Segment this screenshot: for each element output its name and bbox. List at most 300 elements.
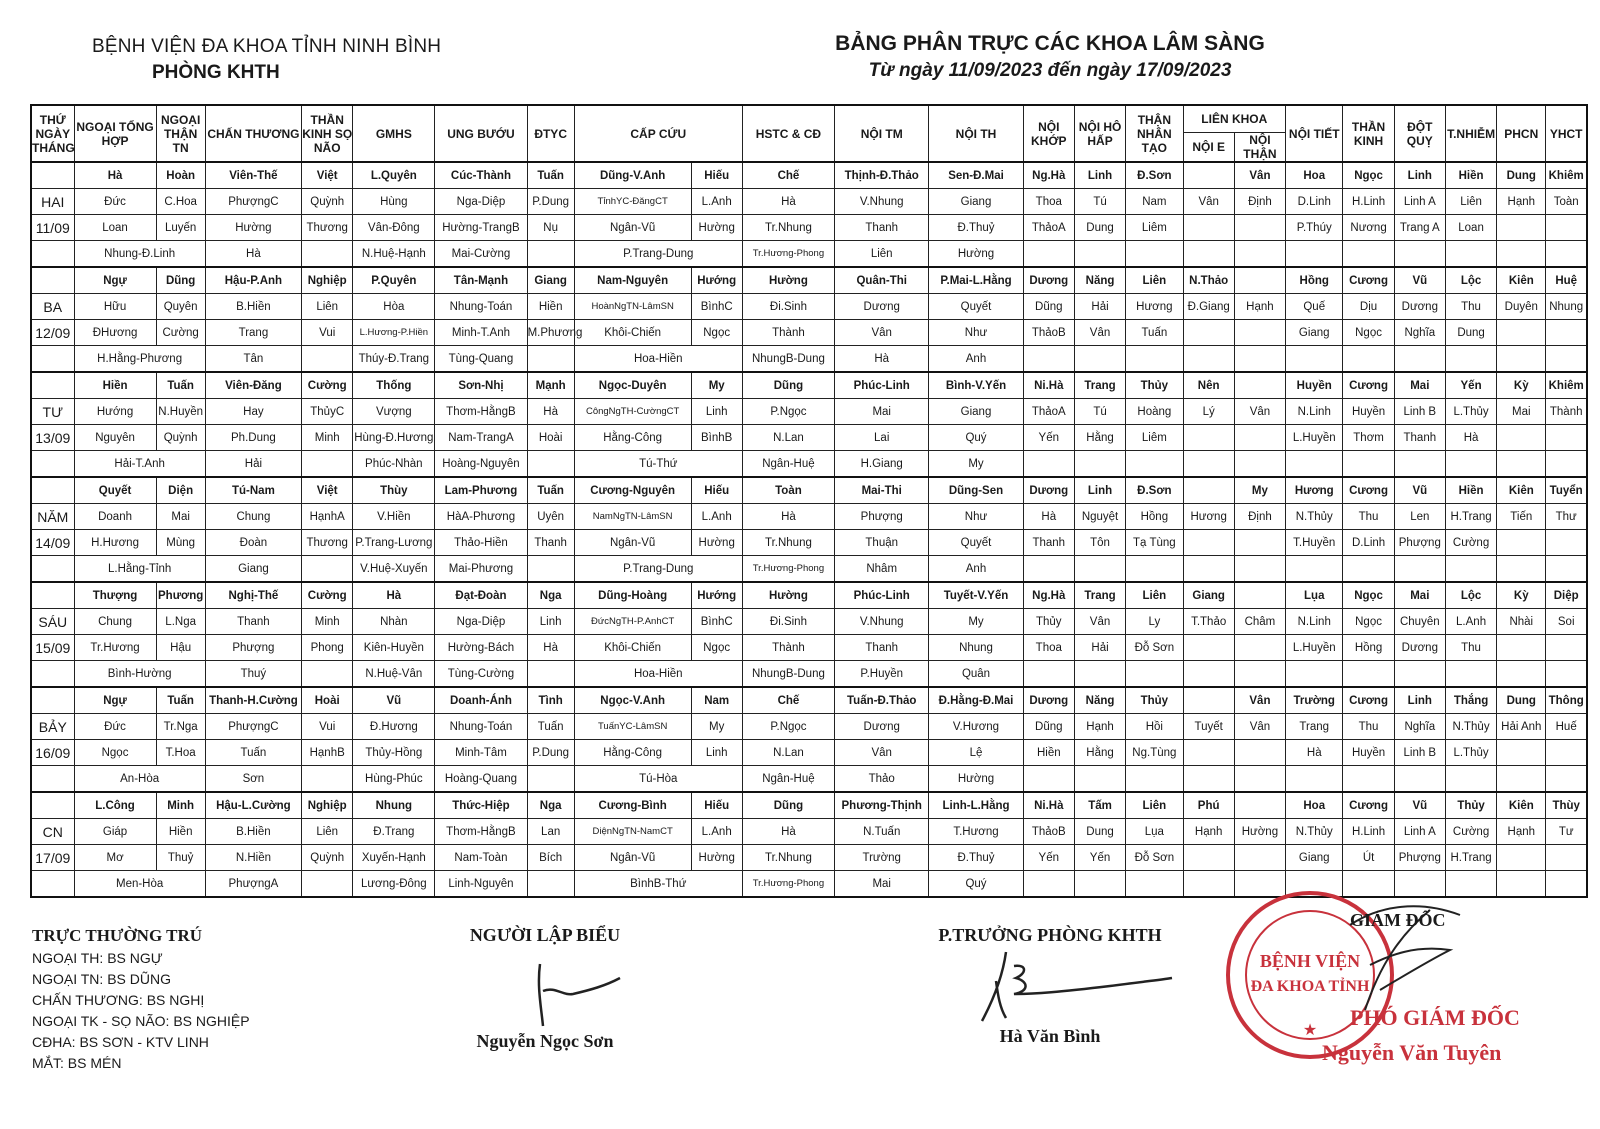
shift-cell: Cương (1343, 792, 1394, 819)
shift-cell: Liên (302, 819, 353, 845)
shift-cell: Mai (156, 504, 205, 530)
shift-cell: Thư (1546, 504, 1587, 530)
shift-cell (1497, 425, 1546, 451)
shift-cell: Huế (1546, 714, 1587, 740)
shift-cell: Thơm-HằngB (435, 399, 527, 425)
shift-cell (1445, 871, 1496, 898)
col-header-noi-khop: NỘI KHỚP (1023, 105, 1074, 162)
shift-cell: Linh A (1394, 819, 1445, 845)
shift-cell: Vân (1234, 714, 1285, 740)
shift-cell: Tuấn (205, 740, 301, 766)
shift-cell: Ly (1126, 609, 1183, 635)
shift-cell: Tuyển (1546, 477, 1587, 504)
shift-cell: Vũ (1394, 792, 1445, 819)
shift-cell: D.Linh (1286, 189, 1343, 215)
shift-cell (302, 241, 353, 268)
shift-cell: Thuận (835, 530, 929, 556)
shift-cell: Nhung-Toán (435, 294, 527, 320)
shift-cell: Ngân-Vũ (574, 530, 691, 556)
shift-cell: Nhung (353, 792, 435, 819)
shift-cell: Đ.Thuỷ (929, 215, 1023, 241)
shift-cell: Đức (74, 714, 156, 740)
shift-cell (1183, 556, 1234, 583)
col-header-noi-tm: NỘI TM (835, 105, 929, 162)
shift-cell: BìnhC (691, 609, 742, 635)
shift-cell: Hậu-L.Cường (205, 792, 301, 819)
shift-cell (1497, 530, 1546, 556)
shift-cell (1234, 267, 1285, 294)
shift-cell: N.Thủy (1286, 819, 1343, 845)
shift-cell (1546, 766, 1587, 793)
shift-cell: Cương-Bình (574, 792, 691, 819)
shift-cell: Ngự (74, 687, 156, 714)
shift-cell (1394, 871, 1445, 898)
shift-cell: Liên (1126, 582, 1183, 609)
shift-cell (1546, 320, 1587, 346)
shift-cell: Ngọc (1343, 162, 1394, 189)
shift-cell: Việt (302, 162, 353, 189)
shift-cell: Hà (742, 819, 834, 845)
schedule-row (31, 819, 1587, 845)
shift-cell (302, 871, 353, 898)
director-role: GIÁM ĐỐC (1350, 910, 1446, 930)
shift-cell: Tr.Hương-Phong (742, 241, 834, 268)
col-header-day: THỨ NGÀY THÁNG (31, 105, 74, 162)
shift-cell (1126, 451, 1183, 478)
shift-cell: NamNgTN-LâmSN (574, 504, 691, 530)
shift-cell: Thoa (1023, 189, 1074, 215)
shift-cell: Hiền (1445, 162, 1496, 189)
shift-cell: Đ.Hằng-Đ.Mai (929, 687, 1023, 714)
shift-cell: Năng (1074, 687, 1125, 714)
shift-cell: ThảoB (1023, 819, 1074, 845)
shift-cell: Hoa-Hiền (574, 346, 742, 373)
shift-cell (1126, 346, 1183, 373)
shift-cell: Dương (835, 714, 929, 740)
shift-cell: Tú-Nam (205, 477, 301, 504)
shift-cell: Tuấn (527, 477, 574, 504)
shift-cell: Phượng (205, 635, 301, 661)
shift-cell: Minh-T.Anh (435, 320, 527, 346)
shift-cell: Tuấn (1126, 320, 1183, 346)
shift-cell: Đ.Giang (1183, 294, 1234, 320)
shift-cell (1546, 635, 1587, 661)
shift-cell: Dương (1394, 294, 1445, 320)
day-name: BẢY (31, 714, 74, 740)
schedule-row (31, 267, 1587, 294)
shift-cell: Phúc-Nhàn (353, 451, 435, 478)
shift-cell: Hạnh (1497, 819, 1546, 845)
shift-cell: Hà (527, 399, 574, 425)
shift-cell: Yến (1445, 372, 1496, 399)
shift-cell: Vũ (1394, 267, 1445, 294)
shift-cell: C.Hoa (156, 189, 205, 215)
shift-cell: Hồng (1286, 267, 1343, 294)
shift-cell: Tr.Hương-Phong (742, 556, 834, 583)
shift-cell: Hà (742, 189, 834, 215)
shift-cell: Dương (1023, 477, 1074, 504)
shift-cell (1445, 661, 1496, 688)
on-call-title: TRỰC THƯỜNG TRÚ (32, 926, 203, 945)
shift-cell: Hường (929, 241, 1023, 268)
shift-cell (302, 766, 353, 793)
shift-cell (1023, 871, 1074, 898)
footer (30, 910, 1588, 1125)
shift-cell (1234, 556, 1285, 583)
shift-cell: Diện (156, 477, 205, 504)
shift-cell: Dung (1074, 819, 1125, 845)
shift-cell: Quyết (929, 530, 1023, 556)
shift-cell: Tư (1546, 819, 1587, 845)
vice-director-role: PHÓ GIÁM ĐỐC (1350, 1005, 1520, 1030)
day-cell (31, 871, 74, 898)
shift-cell: Phúc-Linh (835, 372, 929, 399)
shift-cell: Tú-Thứ (574, 451, 742, 478)
schedule-row (31, 451, 1587, 478)
shift-cell: Hường (929, 766, 1023, 793)
shift-cell: Thượng (74, 582, 156, 609)
shift-cell (1183, 740, 1234, 766)
shift-cell: Như (929, 320, 1023, 346)
shift-cell: My (929, 609, 1023, 635)
shift-cell: Loan (1445, 215, 1496, 241)
shift-cell: Thức-Hiệp (435, 792, 527, 819)
shift-cell: Soi (1546, 609, 1587, 635)
shift-cell: Thành (742, 320, 834, 346)
shift-cell: Tuấn (156, 687, 205, 714)
shift-cell: N.Lan (742, 425, 834, 451)
shift-cell (1343, 661, 1394, 688)
shift-cell (1546, 845, 1587, 871)
col-header-noi-ho-hap: NỘI HÔ HẤP (1074, 105, 1125, 162)
day-cell (31, 582, 74, 609)
shift-cell (1234, 530, 1285, 556)
shift-cell: Anh (929, 346, 1023, 373)
shift-cell: Thảo-Hiền (435, 530, 527, 556)
shift-cell: D.Linh (1343, 530, 1394, 556)
shift-cell: Doanh (74, 504, 156, 530)
shift-cell: Mai-Thi (835, 477, 929, 504)
shift-cell: Linh A (1394, 189, 1445, 215)
shift-cell: Quỳnh (302, 845, 353, 871)
shift-cell: Hùng-Phúc (353, 766, 435, 793)
shift-cell (1546, 451, 1587, 478)
shift-cell: Hoàng-Nguyên (435, 451, 527, 478)
shift-cell: Dương (1023, 687, 1074, 714)
shift-cell: Hà (742, 504, 834, 530)
shift-cell: Kiên-Huyền (353, 635, 435, 661)
shift-cell: Thủy (1023, 609, 1074, 635)
shift-cell: Kỳ (1497, 372, 1546, 399)
shift-cell: Vân (1234, 162, 1285, 189)
preparer-signature (445, 946, 645, 1031)
deputy-head-role: P.TRƯỞNG PHÒNG KHTH (938, 925, 1162, 945)
shift-cell: Vũ (353, 687, 435, 714)
shift-cell: Ni.Hà (1023, 792, 1074, 819)
shift-cell: Tr.Nhung (742, 845, 834, 871)
shift-cell: An-Hòa (74, 766, 205, 793)
shift-cell: Giang (1286, 845, 1343, 871)
shift-cell: Loan (74, 215, 156, 241)
shift-cell: Hằng (1074, 425, 1125, 451)
col-header-dtyc: ĐTYC (527, 105, 574, 162)
col-header-dot-quy: ĐỘT QUỴ (1394, 105, 1445, 162)
shift-cell: Cường (1445, 819, 1496, 845)
shift-cell: Thùy (353, 477, 435, 504)
shift-cell: Linh (691, 740, 742, 766)
shift-cell: Mai (835, 399, 929, 425)
shift-cell: Nhung-Toán (435, 714, 527, 740)
shift-cell (1234, 372, 1285, 399)
shift-cell (1126, 871, 1183, 898)
col-header-than-nhan-tao: THẬN NHÂN TẠO (1126, 105, 1183, 162)
shift-cell: Đ.Thuỷ (929, 845, 1023, 871)
day-date: 12/09 (31, 320, 74, 346)
shift-cell (1546, 871, 1587, 898)
schedule-row (31, 792, 1587, 819)
shift-cell: Hường-TrangB (435, 215, 527, 241)
shift-cell: Hồi (1126, 714, 1183, 740)
col-header-noi-tiet: NỘI TIẾT (1286, 105, 1343, 162)
col-header-t-nhiem: T.NHIỄM (1445, 105, 1496, 162)
shift-cell: Vân (1183, 189, 1234, 215)
shift-cell: Kiên (1497, 267, 1546, 294)
shift-cell: Cương (1343, 267, 1394, 294)
shift-cell (1126, 766, 1183, 793)
shift-cell: Lam-Phương (435, 477, 527, 504)
shift-cell: Linh (691, 399, 742, 425)
shift-cell: Trang (205, 320, 301, 346)
shift-cell: Đức (74, 189, 156, 215)
shift-cell (1394, 346, 1445, 373)
on-call-line: NGOẠI TH: BS NGỰ (32, 950, 163, 966)
day-date: 14/09 (31, 530, 74, 556)
shift-cell: Chế (742, 687, 834, 714)
shift-cell: Nga (527, 792, 574, 819)
shift-cell: Hà (1445, 425, 1496, 451)
shift-cell: Hường (742, 267, 834, 294)
shift-cell (302, 346, 353, 373)
day-cell (31, 556, 74, 583)
shift-cell: Mai (1394, 372, 1445, 399)
shift-cell: ThủyC (302, 399, 353, 425)
shift-cell: Nam-Nguyên (574, 267, 691, 294)
shift-cell: BìnhB-Thứ (574, 871, 742, 898)
shift-cell: Phúc-Linh (835, 582, 929, 609)
shift-cell (527, 346, 574, 373)
shift-cell: Hường-Bách (435, 635, 527, 661)
shift-cell: M.Phương (527, 320, 574, 346)
shift-cell: L.Hằng-Tỉnh (74, 556, 205, 583)
shift-cell (1497, 215, 1546, 241)
shift-cell: Trang (1286, 714, 1343, 740)
shift-cell: PhượngC (205, 714, 301, 740)
shift-cell: Tr.Nga (156, 714, 205, 740)
shift-cell (1183, 346, 1234, 373)
shift-cell: Thủy (1126, 372, 1183, 399)
shift-cell: L.Anh (691, 504, 742, 530)
shift-cell: Phương-Thịnh (835, 792, 929, 819)
schedule-row (31, 399, 1587, 425)
shift-cell: Ngọc (1343, 609, 1394, 635)
shift-cell: L.Hương-P.Hiền (353, 320, 435, 346)
shift-cell: Đỗ Sơn (1126, 845, 1183, 871)
shift-cell (1497, 320, 1546, 346)
shift-cell: Mai (835, 871, 929, 898)
col-header-lien-khoa: LIÊN KHOA (1183, 105, 1286, 133)
shift-cell: Vui (302, 714, 353, 740)
shift-cell (1497, 661, 1546, 688)
svg-text:★: ★ (1302, 1022, 1318, 1039)
shift-cell: Huệ (1546, 267, 1587, 294)
shift-cell: Chế (742, 162, 834, 189)
day-cell (31, 267, 74, 294)
shift-cell: Cương (1343, 687, 1394, 714)
shift-cell: Hương (1183, 504, 1234, 530)
shift-cell: Tuấn (527, 162, 574, 189)
shift-cell: N.Thủy (1445, 714, 1496, 740)
shift-cell (1074, 451, 1125, 478)
schedule-row (31, 530, 1587, 556)
col-header-than-kinh-so-nao: THẦN KINH SỌ NÃO (302, 105, 353, 162)
shift-cell: Hoa (1286, 792, 1343, 819)
shift-cell: Đ.Sơn (1126, 162, 1183, 189)
shift-cell: Tạ Tùng (1126, 530, 1183, 556)
shift-cell: Tùng-Cường (435, 661, 527, 688)
shift-cell (1286, 556, 1343, 583)
shift-cell: Hà (835, 346, 929, 373)
shift-cell: Tú (1074, 399, 1125, 425)
shift-cell: Cương (1343, 477, 1394, 504)
shift-cell: Lụa (1286, 582, 1343, 609)
shift-cell: Xuyến-Hạnh (353, 845, 435, 871)
shift-cell: Linh (1394, 687, 1445, 714)
shift-cell: N.Huyền (156, 399, 205, 425)
hospital-name: BỆNH VIỆN ĐA KHOA TỈNH NINH BÌNH (92, 36, 442, 57)
preparer-signature-block (445, 925, 645, 1052)
shift-cell: Giang (527, 267, 574, 294)
shift-cell: Hải (205, 451, 301, 478)
shift-cell (1183, 215, 1234, 241)
shift-cell (1497, 766, 1546, 793)
shift-cell: B.Hiền (205, 819, 301, 845)
shift-cell (1546, 241, 1587, 268)
shift-cell: V.Huệ-Xuyến (353, 556, 435, 583)
shift-cell: Tùng-Quang (435, 346, 527, 373)
shift-cell (1074, 871, 1125, 898)
shift-cell: Mai (1497, 399, 1546, 425)
day-date: 15/09 (31, 635, 74, 661)
shift-cell: Hằng-Công (574, 425, 691, 451)
shift-cell (1234, 451, 1285, 478)
shift-cell: Uyên (527, 504, 574, 530)
shift-cell: Viên-Thế (205, 162, 301, 189)
shift-cell: Hạnh (1183, 819, 1234, 845)
shift-cell: TuấnYC-LâmSN (574, 714, 691, 740)
shift-cell: Hoài (302, 687, 353, 714)
shift-cell: Hậu-P.Anh (205, 267, 301, 294)
shift-cell: Hùng-Đ.Hương (353, 425, 435, 451)
shift-cell: Nghĩa (1394, 320, 1445, 346)
shift-cell: Thu (1343, 714, 1394, 740)
shift-cell: N.Huệ-Vân (353, 661, 435, 688)
shift-cell (1234, 215, 1285, 241)
shift-cell: Phong (302, 635, 353, 661)
shift-cell (1074, 556, 1125, 583)
hospital-header (92, 36, 441, 84)
shift-cell: Ngọc-Duyên (574, 372, 691, 399)
shift-cell: Nga-Diệp (435, 189, 527, 215)
shift-cell: Thùy (1546, 792, 1587, 819)
shift-cell: Ngân-Vũ (574, 215, 691, 241)
shift-cell: Dương (1023, 267, 1074, 294)
shift-cell: Diệp (1546, 582, 1587, 609)
shift-cell: Sơn (205, 766, 301, 793)
shift-cell: Trang A (1394, 215, 1445, 241)
shift-cell: Hạnh (1497, 189, 1546, 215)
shift-cell: Định (1234, 504, 1285, 530)
shift-cell: Tân (205, 346, 301, 373)
shift-cell: Huyền (1286, 372, 1343, 399)
shift-cell: Ng.Hà (1023, 582, 1074, 609)
shift-cell: Linh B (1394, 740, 1445, 766)
shift-cell: Hoàn (156, 162, 205, 189)
shift-cell: Tuấn (527, 714, 574, 740)
shift-cell: ThảoA (1023, 399, 1074, 425)
shift-cell: Hiền (74, 372, 156, 399)
shift-cell: P.Trang-Lương (353, 530, 435, 556)
shift-cell: Dũng (156, 267, 205, 294)
shift-cell (527, 661, 574, 688)
shift-cell: Dũng (1023, 714, 1074, 740)
shift-cell: Liên (1126, 267, 1183, 294)
shift-cell: Hiền (1023, 740, 1074, 766)
shift-cell: Vân (835, 320, 929, 346)
shift-cell: Ng.Tùng (1126, 740, 1183, 766)
shift-cell: Liêm (1126, 425, 1183, 451)
shift-cell: Ngân-Vũ (574, 845, 691, 871)
shift-cell: Thủy (1445, 792, 1496, 819)
shift-cell: Đi.Sinh (742, 294, 834, 320)
shift-cell: Hằng (1074, 740, 1125, 766)
col-header-hstc: HSTC & CĐ (742, 105, 834, 162)
shift-cell: Nhung (1546, 294, 1587, 320)
shift-cell: Chung (205, 504, 301, 530)
schedule-row (31, 582, 1587, 609)
day-cell (31, 792, 74, 819)
day-cell (31, 162, 74, 189)
shift-cell: Hải (1074, 294, 1125, 320)
shift-cell: Tr.Hương-Phong (742, 871, 834, 898)
shift-cell: Cúc-Thành (435, 162, 527, 189)
shift-cell: Anh (929, 556, 1023, 583)
shift-cell: Hoa (1286, 162, 1343, 189)
shift-cell: Ngọc (691, 635, 742, 661)
shift-cell: H.Linh (1343, 819, 1394, 845)
shift-cell: Vân (835, 740, 929, 766)
shift-cell: Hòa (353, 294, 435, 320)
shift-cell: HạnhB (302, 740, 353, 766)
shift-cell: P.Trang-Dung (574, 241, 742, 268)
shift-cell: Hữu (74, 294, 156, 320)
shift-cell: Thương (302, 530, 353, 556)
shift-cell: Hậu (156, 635, 205, 661)
shift-cell (1023, 451, 1074, 478)
shift-cell (1074, 241, 1125, 268)
col-header-yhct: YHCT (1546, 105, 1587, 162)
shift-cell: Trường (1286, 687, 1343, 714)
shift-cell: Len (1394, 504, 1445, 530)
